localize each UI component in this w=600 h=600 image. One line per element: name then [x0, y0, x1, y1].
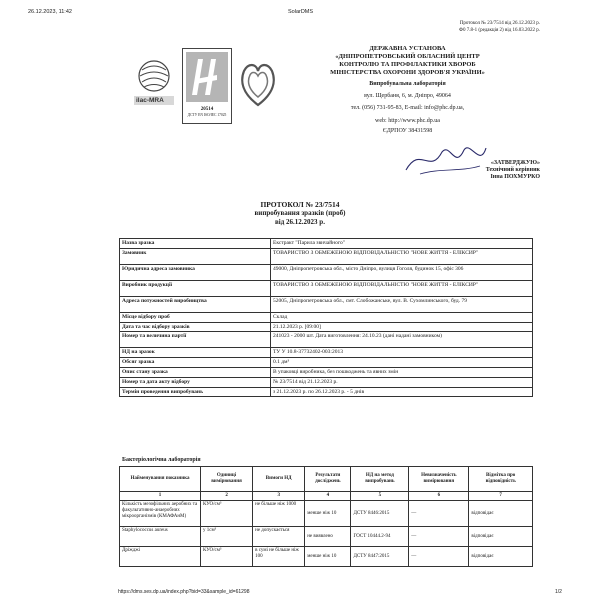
- org-line-2: «ДНІПРОПЕТРОВСЬКИЙ ОБЛАСНИЙ ЦЕНТР: [335, 53, 480, 60]
- bact-column-numbers: [120, 492, 533, 501]
- org-address: вул. Щербаня, 6, м. Дніпро, 49064: [364, 93, 451, 100]
- protocol-subtitle: випробування зразків (проб): [254, 209, 346, 217]
- bact-column-number: 6: [409, 492, 469, 501]
- info-row: [120, 387, 533, 397]
- info-value: 49000, Дніпропетровська обл., місто Дніпро, вулиця Гоголя, будинок 15, офіс 306: [271, 264, 533, 280]
- protocol-date: від 26.12.2023 р.: [275, 217, 325, 226]
- info-key: НД на зразок: [120, 348, 271, 358]
- info-key: Номер та величина партії: [120, 332, 271, 348]
- bact-cell: КУО/см³: [200, 547, 252, 567]
- print-app-title: SolarDMS: [288, 9, 314, 15]
- accreditation-standard: ДСТУ EN ISO/IEC 17025: [187, 113, 227, 117]
- info-value: 21.12.2023 р. [09:00]: [271, 322, 533, 332]
- ilac-mra-logo: [130, 58, 178, 114]
- bact-header-cell: Результати досліджень: [305, 467, 351, 492]
- bact-cell: —: [409, 547, 469, 567]
- bact-cell: в сумі не більше ніж 100: [253, 547, 305, 567]
- org-edrpou: ЄДРПОУ 38431598: [382, 127, 433, 134]
- protocol-title: ПРОТОКОЛ № 23/7514: [260, 200, 340, 209]
- print-datetime: 26.12.2023, 11:42: [28, 9, 72, 15]
- info-value: № 23/7514 від 21.12.2023 р.: [271, 377, 533, 387]
- info-key: Номер та дата акту відбору: [120, 377, 271, 387]
- info-key: Адреса потужностей виробництва: [120, 296, 271, 312]
- info-row: [120, 248, 533, 264]
- approval-block: [430, 160, 540, 182]
- info-row: [120, 322, 533, 332]
- info-key: Місце відбору проб: [120, 312, 271, 322]
- print-url: https://dms.ses.dp.ua/index.php?bid=33&sample_id=61298: [118, 589, 250, 595]
- info-value: Склад: [271, 312, 533, 322]
- info-value: з 21.12.2023 р. по 26.12.2023 р. - 5 днів: [271, 387, 533, 397]
- bact-row: [120, 527, 533, 547]
- approval-role: Технічний керівник: [485, 167, 540, 174]
- bact-cell: Кількість мезофільних аеробних та факультативно-анаеробних мікроорганізмів (КМАФАнМ): [120, 501, 201, 527]
- bact-column-number: 4: [305, 492, 351, 501]
- bact-header-cell: Одиниці вимірювання: [200, 467, 252, 492]
- sample-info-table: [119, 238, 533, 397]
- info-row: [120, 296, 533, 312]
- info-row: [120, 280, 533, 296]
- info-value: ТОВАРИСТВО З ОБМЕЖЕНОЮ ВІДПОВІДАЛЬНІСТЮ "НОВЕ ЖИТТЯ - ЕЛІКСИР": [271, 280, 533, 296]
- bact-header-cell: Найменування показника: [120, 467, 201, 492]
- bact-column-number: 3: [253, 492, 305, 501]
- org-line-3: КОНТРОЛЮ ТА ПРОФІЛАКТИКИ ХВОРОБ: [339, 61, 476, 68]
- bact-cell: ДСТУ 8446:2015: [351, 501, 409, 527]
- approval-title: «ЗАТВЕРДЖУЮ»: [490, 160, 540, 166]
- bact-cell: відповідає: [469, 501, 533, 527]
- bact-header-cell: Вимоги НД: [253, 467, 305, 492]
- org-line-1: ДЕРЖАВНА УСТАНОВА: [369, 45, 446, 52]
- bact-cell: ГОСТ 10444.2-94: [351, 527, 409, 547]
- bact-cell: —: [409, 501, 469, 527]
- bact-column-number: 2: [200, 492, 252, 501]
- org-lab: Випробувальна лабораторія: [369, 81, 446, 87]
- info-key: Опис стану зразка: [120, 367, 271, 377]
- form-ref-1: Протокол № 23/7514 від 26.12.2023 р.: [459, 21, 540, 26]
- protocol-title-block: [180, 200, 420, 226]
- info-key: Дата та час відбору зразків: [120, 322, 271, 332]
- bact-header-cell: НД на метод випробувань: [351, 467, 409, 492]
- info-row: [120, 239, 533, 249]
- bact-cell: ДСТУ 8447:2015: [351, 547, 409, 567]
- org-web: web: http://www.phc.dp.ua: [375, 117, 440, 124]
- bact-cell: не більше ніж 1000: [253, 501, 305, 527]
- info-row: [120, 377, 533, 387]
- info-row: [120, 358, 533, 368]
- bact-cell: —: [409, 527, 469, 547]
- info-key: Термін проведення випробувань: [120, 387, 271, 397]
- bact-results-table: [119, 466, 533, 567]
- info-value: 241023 - 2000 шт. Дата виготовлення: 24.10.23 (дані надані замовником): [271, 332, 533, 348]
- bact-cell: не виявлено: [305, 527, 351, 547]
- form-ref-2: Ф0 7.8-1 (редакція 2) від 16.03.2022 р.: [459, 28, 540, 33]
- bact-column-number: 7: [469, 492, 533, 501]
- info-row: [120, 312, 533, 322]
- bact-lab-title: Бактеріологічна лабораторія: [122, 457, 201, 463]
- info-key: Виробник продукції: [120, 280, 271, 296]
- org-phone: тел. (056) 731-95-83, E-mail: info@phc.dp.ua,: [350, 105, 465, 112]
- bact-cell: менше ніж 10: [305, 547, 351, 567]
- info-value: 0.1 дм³: [271, 358, 533, 368]
- organization-block: [300, 45, 515, 135]
- bact-row: [120, 501, 533, 527]
- info-row: [120, 367, 533, 377]
- approval-name: Інна ПОХМУРКО: [490, 174, 540, 181]
- bact-cell: відповідає: [469, 547, 533, 567]
- bact-cell: відповідає: [469, 527, 533, 547]
- bact-cell: КУО/см³: [200, 501, 252, 527]
- info-value: ТОВАРИСТВО З ОБМЕЖЕНОЮ ВІДПОВІДАЛЬНІСТЮ "НОВЕ ЖИТТЯ - ЕЛІКСИР": [271, 248, 533, 264]
- heart-emblem-logo: [238, 57, 278, 111]
- info-key: Замовник: [120, 248, 271, 264]
- bact-header-cell: Відмітка про відповідність: [469, 467, 533, 492]
- bact-cell: у 1см³: [200, 527, 252, 547]
- info-key: Юридична адреса замовника: [120, 264, 271, 280]
- info-value: ТУ У 10.8-37732402-003:2013: [271, 348, 533, 358]
- info-value: Екстракт "Парила звичайного": [271, 239, 533, 249]
- bact-cell: менше ніж 10: [305, 501, 351, 527]
- info-row: [120, 332, 533, 348]
- info-value: В упаковці виробника, без пошкоджень та явних змін: [271, 367, 533, 377]
- print-page-number: 1/2: [555, 589, 562, 595]
- info-key: Назва зразка: [120, 239, 271, 249]
- bact-header-cell: Невизначеність вимірювання: [409, 467, 469, 492]
- ilac-label: ilac-MRA: [136, 97, 164, 104]
- bact-row: [120, 547, 533, 567]
- info-row: [120, 348, 533, 358]
- bact-column-number: 5: [351, 492, 409, 501]
- org-line-4: МІНІСТЕРСТВА ОХОРОНИ ЗДОРОВ'Я УКРАЇНИ»: [330, 69, 485, 76]
- info-key: Обсяг зразка: [120, 358, 271, 368]
- info-value: 52005, Дніпропетровська обл., смт. Слобожанське, вул. В. Сухомлинського, буд. 79: [271, 296, 533, 312]
- accreditation-logo: [182, 48, 232, 124]
- bact-cell: не допускається: [253, 527, 305, 547]
- bact-cell: Staphylococcus aureus: [120, 527, 201, 547]
- info-row: [120, 264, 533, 280]
- bact-column-number: 1: [120, 492, 201, 501]
- accreditation-number: 20514: [200, 107, 214, 112]
- bact-cell: Дріжджі: [120, 547, 201, 567]
